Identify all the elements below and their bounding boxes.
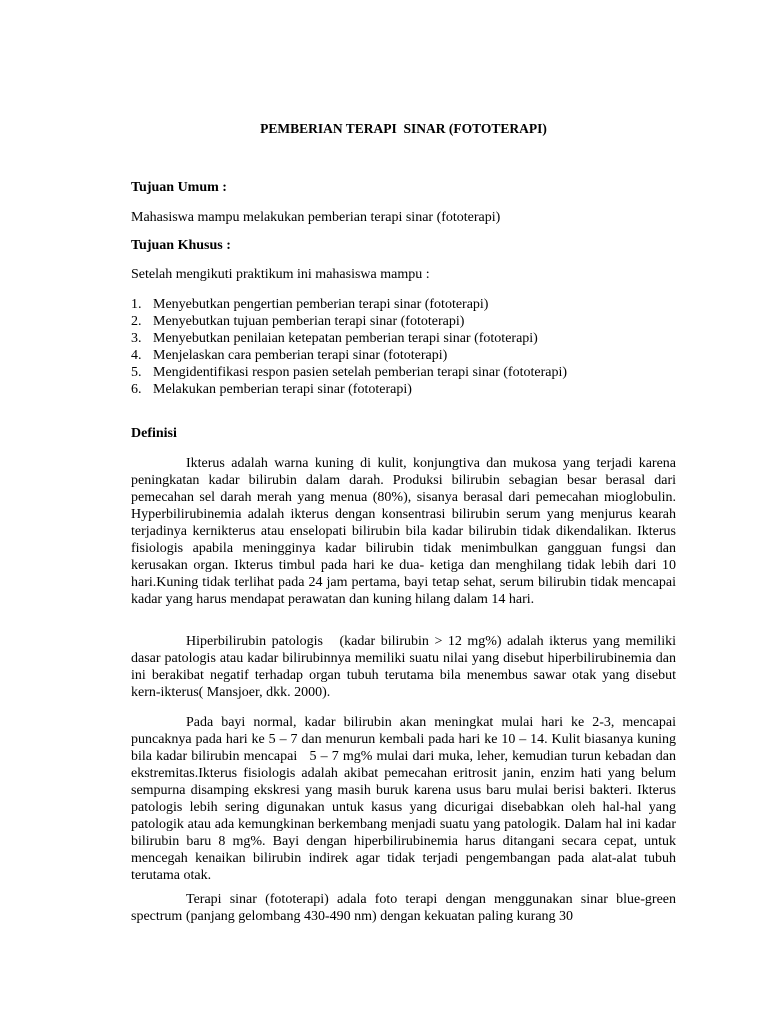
tujuan-khusus-intro: Setelah mengikuti praktikum ini mahasiswa mampu :: [131, 267, 430, 282]
list-item-number: 2.: [131, 314, 142, 329]
tujuan-umum-heading: Tujuan Umum :: [131, 180, 227, 195]
list-item-text: Menyebutkan pengertian pemberian terapi sinar (fototerapi): [153, 297, 489, 312]
objectives-list: [131, 296, 567, 398]
list-item-text: Mengidentifikasi respon pasien setelah pemberian terapi sinar (fototerapi): [153, 365, 568, 380]
list-item-number: 1.: [131, 297, 142, 312]
document-title: PEMBERIAN TERAPI SINAR (FOTOTERAPI): [260, 121, 547, 136]
list-item-text: Menyebutkan tujuan pemberian terapi sinar (fototerapi): [153, 314, 465, 329]
list-item: [131, 381, 567, 398]
definisi-paragraph-4: Terapi sinar (fototerapi) adala foto terapi dengan menggunakan sinar blue-green spectrum (panjang gelombang 430-490 nm) dengan kekuatan paling kurang 30: [131, 892, 680, 924]
list-item: [131, 296, 567, 313]
list-item-text: Menjelaskan cara pemberian terapi sinar (fototerapi): [153, 348, 448, 363]
definisi-paragraph-2: Hiperbilirubin patologis (kadar bilirubin > 12 mg%) adalah ikterus yang memiliki dasar patologis atau kadar bilirubinnya memiliki suatu nilai yang disebut hiperbilirubinemia dan ini berakibat negatif terhadap organ tubuh terutama bila menembus sawar otak yang disebut kern-ikterus( Mansjoer, dkk. 2000).: [131, 634, 680, 700]
definisi-heading: Definisi: [131, 426, 177, 441]
list-item-number: 4.: [131, 348, 142, 363]
list-item-number: 5.: [131, 365, 142, 380]
list-item-text: Menyebutkan penilaian ketepatan pemberian terapi sinar (fototerapi): [153, 331, 538, 346]
list-item-text: Melakukan pemberian terapi sinar (fototerapi): [153, 382, 412, 397]
tujuan-khusus-heading: Tujuan Khusus :: [131, 238, 231, 253]
list-item: [131, 313, 567, 330]
tujuan-umum-text: Mahasiswa mampu melakukan pemberian terapi sinar (fototerapi): [131, 210, 501, 225]
list-item: [131, 347, 567, 364]
list-item-number: 6.: [131, 382, 142, 397]
definisi-paragraph-3: Pada bayi normal, kadar bilirubin akan meningkat mulai hari ke 2-3, mencapai puncaknya pada hari ke 5 – 7 dan menurun kembali pada hari ke 10 – 14. Kulit biasanya kuning bila kadar bilirubin mencapai 5 – 7 mg% mulai dari muka, leher, kemudian turun kebadan dan ekstremitas.Ikterus fisiologis adalah akibat pemecahan eritrosit janin, enzim hati yang belum sempurna disamping ekskresi yang masih buruk karena usus baru mulai berisi bakteri. Ikterus patologis lebih sering digunakan untuk kasus yang dicurigai disebabkan oleh hal-hal yang patologik atau ada kemungkinan berkembang menjadi suatu yang patologik. Dalam hal ini kadar bilirubin baru 8 mg%. Bayi dengan hiperbilirubinemia harus ditangani secara cepat, untuk mencegah kenaikan bilirubin indirek agar tidak terjadi pengembangan pada alat-alat tubuh terutama otak.: [131, 715, 680, 883]
definisi-paragraph-1: Ikterus adalah warna kuning di kulit, konjungtiva dan mukosa yang terjadi karena peningkatan kadar bilirubin dalam darah. Produksi bilirubin sebagian besar berasal dari pemecahan sel darah merah yang menua (80%), sisanya berasal dari pemecahan mioglobulin. Hyperbilirubinemia adalah ikterus dengan konsentrasi bilirubin serum yang menjurus kearah terjadinya kernikterus atau enselopati bilirubin bila kadar bilirubin tidak dikendalikan. Ikterus fisiologis apabila meningginya kadar bilirubin tidak menimbulkan gangguan fungsi dan kerusakan organ. Ikterus timbul pada hari ke dua- ketiga dan menghilang tidak lebih dari 10 hari.Kuning tidak terlihat pada 24 jam pertama, bayi tetap sehat, serum bilirubin tidak mencapai kadar yang harus mendapat perawatan dan kuning hilang dalam 14 hari.: [131, 456, 680, 607]
list-item: [131, 364, 567, 381]
list-item-number: 3.: [131, 331, 142, 346]
list-item: [131, 330, 567, 347]
